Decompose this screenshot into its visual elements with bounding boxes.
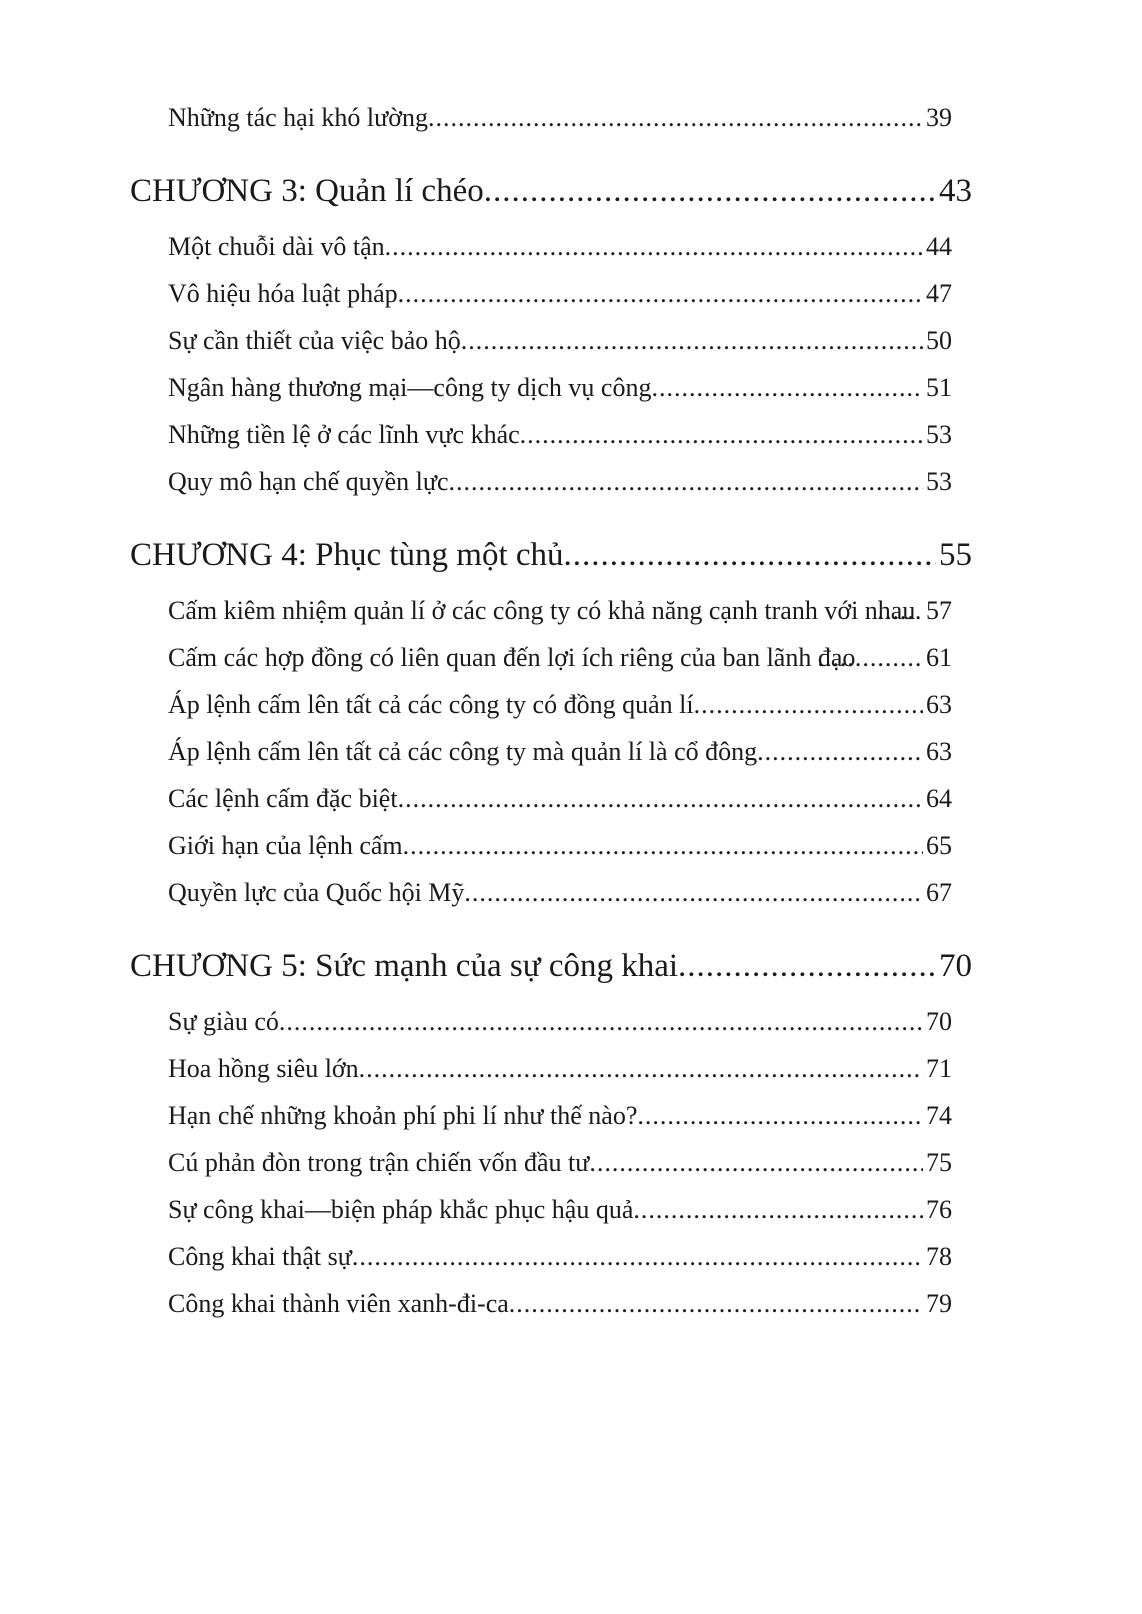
toc-title: Một chuỗi dài vô tận ..... [168, 232, 385, 261]
toc-entry [168, 640, 952, 676]
toc-page-number: 53 [923, 464, 952, 500]
toc-page-number: 76 [923, 1192, 952, 1228]
toc-title: Sự công khai—biện pháp khắc phục hậu quả ..... [168, 1195, 633, 1224]
toc-entry [168, 687, 952, 723]
toc-page-number: 71 [923, 1051, 952, 1087]
toc-entry [168, 100, 952, 136]
toc-page-number: 65 [923, 828, 952, 864]
toc-title: CHƯƠNG 5: Sức mạnh của sự công khai ..... [130, 948, 678, 984]
toc-title: Hạn chế những khoản phí phi lí như thế nào? ..... [168, 1101, 637, 1130]
toc-title: Những tiền lệ ở các lĩnh vực khác ..... [168, 420, 520, 449]
toc-title: Những tác hại khó lường ..... [168, 103, 428, 132]
toc-entry [168, 1145, 952, 1181]
toc-entry [168, 781, 952, 817]
toc-entry [168, 1051, 952, 1087]
toc-page-number: 50 [923, 323, 952, 359]
toc-page-number: 79 [923, 1286, 952, 1322]
toc-page-number: 43 [936, 169, 972, 213]
toc-page-number: 70 [936, 944, 972, 988]
toc-title: Sự giàu có ..... [168, 1007, 279, 1036]
toc-page-number: 64 [923, 781, 952, 817]
toc-page-number: 70 [923, 1004, 952, 1040]
toc-page-number: 53 [923, 417, 952, 453]
toc-title: Hoa hồng siêu lớn ..... [168, 1054, 359, 1083]
toc-entry [168, 593, 952, 629]
toc-page-number: 75 [923, 1145, 952, 1181]
toc-chapter [130, 169, 972, 213]
toc-page-number: 47 [923, 276, 952, 312]
toc-page-number: 63 [923, 734, 952, 770]
toc-title: Sự cần thiết của việc bảo hộ ..... [168, 326, 461, 355]
toc-page-number: 57 [923, 593, 952, 629]
toc-title: CHƯƠNG 4: Phục tùng một chủ ..... [130, 537, 564, 573]
toc-entry [168, 1286, 952, 1322]
toc-entry [168, 323, 952, 359]
toc-chapter [130, 944, 972, 988]
toc-title: Ngân hàng thương mại—công ty dịch vụ công ..... [168, 373, 651, 402]
toc-entry [168, 370, 952, 406]
toc-page-number: 55 [936, 533, 972, 577]
toc-title: Các lệnh cấm đặc biệt ..... [168, 784, 398, 813]
toc-page-number: 67 [923, 875, 952, 911]
toc-title: Cấm các hợp đồng có liên quan đến lợi ích riêng của ban lãnh đạo ..... [168, 643, 855, 672]
toc-entry [168, 1004, 952, 1040]
toc-entry [168, 734, 952, 770]
toc-page-number: 63 [923, 687, 952, 723]
toc-title: Cấm kiêm nhiệm quản lí ở các công ty có khả năng cạnh tranh với nhau ..... [168, 596, 915, 625]
toc-entry [168, 1098, 952, 1134]
toc-title: Quy mô hạn chế quyền lực ..... [168, 467, 449, 496]
toc-page-number: 51 [923, 370, 952, 406]
toc-entry [168, 1239, 952, 1275]
toc-page-number: 61 [923, 640, 952, 676]
toc-page-number: 78 [923, 1239, 952, 1275]
toc-title: Quyền lực của Quốc hội Mỹ ..... [168, 878, 464, 907]
toc-entry [168, 276, 952, 312]
toc-title: Áp lệnh cấm lên tất cả các công ty có đồng quản lí ..... [168, 690, 694, 719]
toc-title: Công khai thành viên xanh-đi-ca ..... [168, 1289, 509, 1318]
toc-chapter [130, 533, 972, 577]
toc-entry [168, 417, 952, 453]
toc-entry [168, 464, 952, 500]
toc-title: Cú phản đòn trong trận chiến vốn đầu tư ..... [168, 1148, 589, 1177]
toc-page-number: 74 [923, 1098, 952, 1134]
toc-entry [168, 875, 952, 911]
toc-title: Vô hiệu hóa luật pháp ..... [168, 279, 398, 308]
toc-entry [168, 229, 952, 265]
toc-page-number: 44 [923, 229, 952, 265]
toc-title: CHƯƠNG 3: Quản lí chéo ..... [130, 173, 484, 209]
toc-title: Công khai thật sự ..... [168, 1242, 352, 1271]
toc-title: Giới hạn của lệnh cấm ..... [168, 831, 403, 860]
toc-entry [168, 1192, 952, 1228]
toc-page-number: 39 [923, 100, 952, 136]
toc-title: Áp lệnh cấm lên tất cả các công ty mà quản lí là cổ đông ..... [168, 737, 757, 766]
table-of-contents [130, 100, 972, 1333]
toc-entry [168, 828, 952, 864]
